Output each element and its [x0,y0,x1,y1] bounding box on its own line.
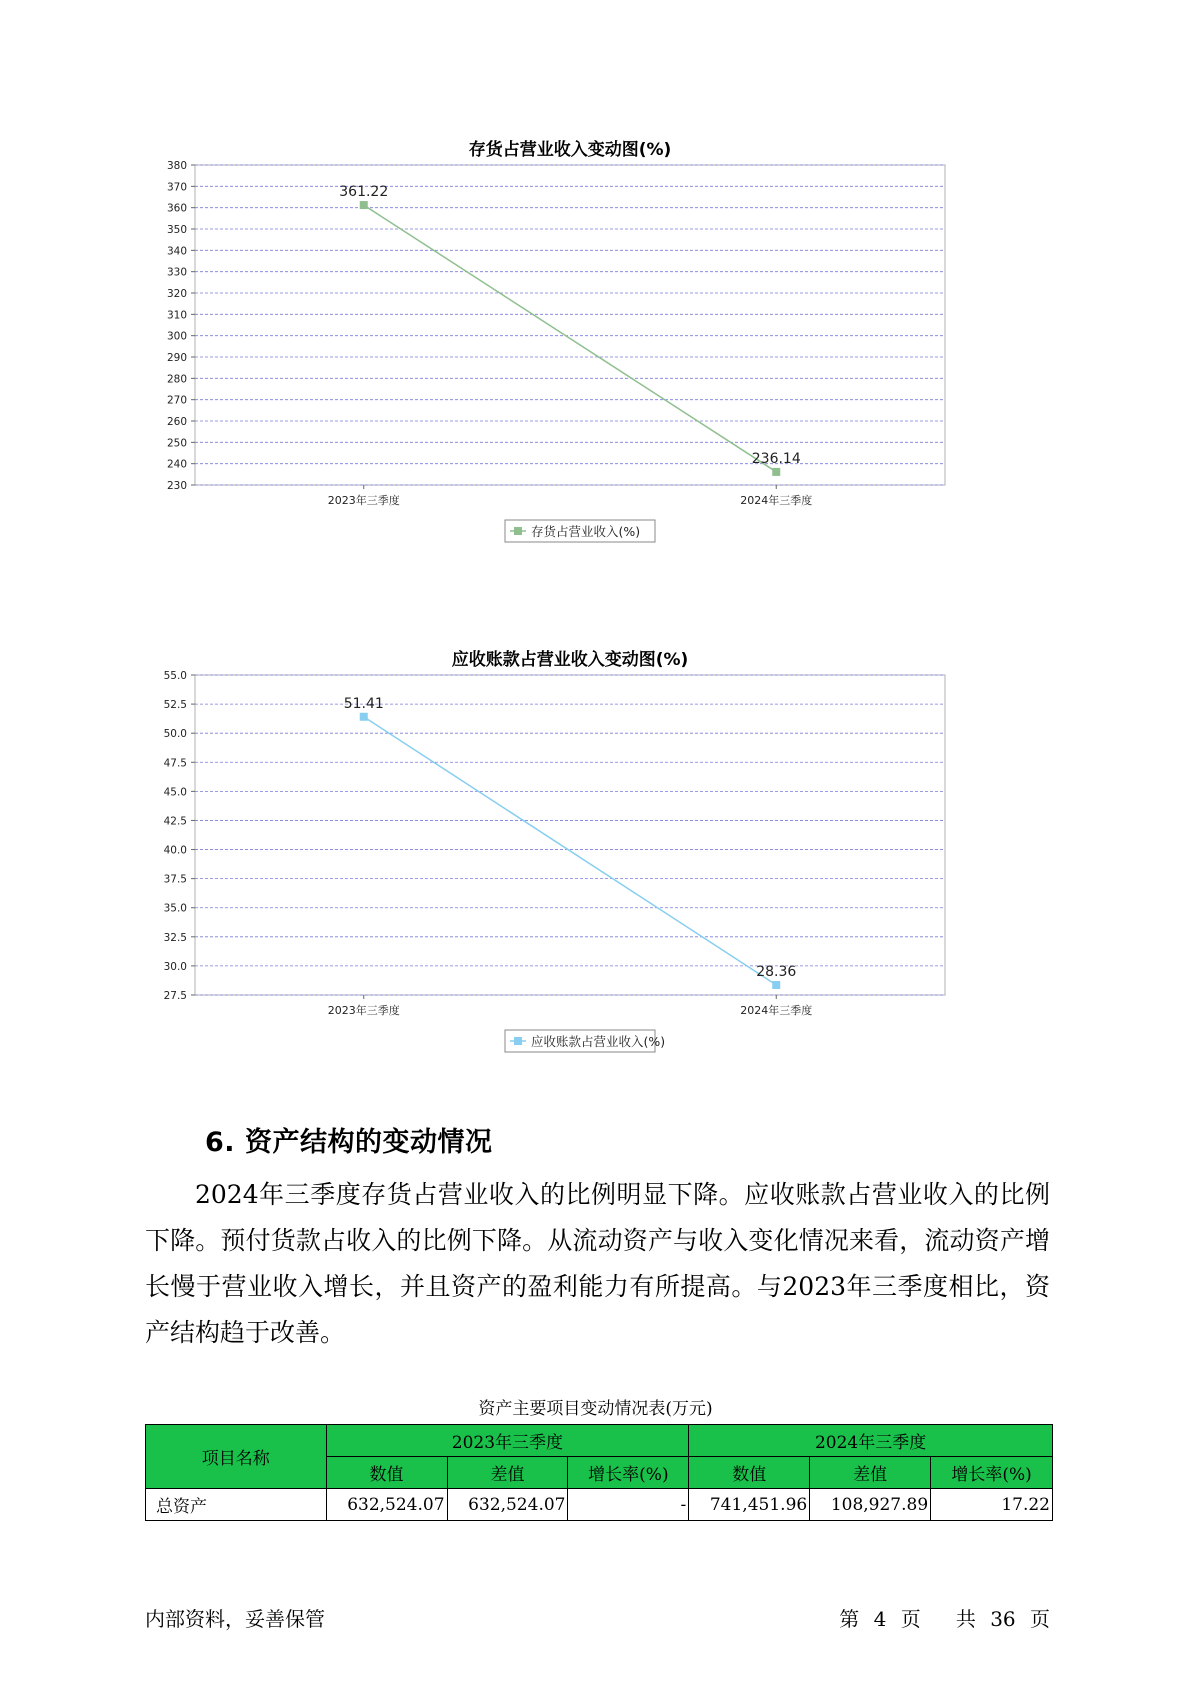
chart-title: 存货占营业收入变动图(%) [468,140,672,160]
y-tick-label: 300 [166,330,187,343]
footer-confidential: 内部资料，妥善保管 [145,1607,325,1631]
section-paragraph: 2024年三季度存货占营业收入的比例明显下降。应收账款占营业收入的比例下降。预付货款占收入的比例下降。从流动资产与收入变化情况来看，流动资产增长慢于营业收入增长，并且资产的盈利能力有所提高。与2023年三季度相比，资产结构趋于改善。 [145,1180,1050,1347]
header-item-name: 项目名称 [146,1425,327,1489]
y-tick-label: 240 [166,458,187,471]
y-tick-label: 52.5 [163,699,187,712]
row-growth-1: - [568,1489,689,1521]
y-tick-label: 340 [166,245,187,258]
inventory-revenue-chart [150,140,1050,580]
x-tick-label: 2024年三季度 [740,494,813,507]
y-tick-label: 380 [166,160,187,172]
x-tick-label: 2023年三季度 [327,494,400,507]
legend-marker [514,527,522,535]
y-tick-label: 42.5 [163,815,187,828]
total-unit: 页 [1030,1607,1050,1631]
chart-title: 应收账款占营业收入变动图(%) [451,650,689,670]
y-tick-label: 45.0 [163,786,187,799]
y-tick-label: 32.5 [163,931,187,944]
data-label: 28.36 [756,963,797,980]
header-value-1: 数值 [326,1457,447,1489]
header-growth-2: 增长率(%) [931,1457,1053,1489]
data-label: 51.41 [343,695,384,712]
y-tick-label: 260 [166,416,187,428]
inventory-chart-svg [150,140,1050,580]
receivables-chart-svg [150,650,1050,1090]
y-tick-label: 270 [166,394,187,407]
data-point [772,981,780,989]
x-tick-label: 2024年三季度 [740,1004,813,1017]
y-tick-label: 27.5 [163,990,187,1002]
page-current: 4 [873,1607,887,1631]
table-caption: 资产主要项目变动情况表(万元) [478,1399,713,1419]
y-tick-label: 360 [166,202,187,215]
y-tick-label: 280 [166,373,187,386]
y-tick-label: 370 [166,181,187,194]
section-body [145,1172,1050,1356]
page-prefix: 第 [839,1607,860,1631]
receivables-revenue-chart [150,650,1050,1090]
y-tick-label: 40.0 [163,844,187,857]
data-label: 361.22 [339,184,389,201]
header-diff-2: 差值 [810,1457,931,1489]
legend-label: 应收账款占营业收入(%) [531,1034,666,1049]
row-value-2: 741,451.96 [689,1489,810,1521]
y-tick-label: 230 [166,480,187,492]
header-value-2: 数值 [689,1457,810,1489]
data-point [772,468,780,476]
header-growth-1: 增长率(%) [568,1457,689,1489]
table-header-row-1 [146,1425,1053,1457]
row-item-name: 总资产 [146,1489,327,1521]
data-point [360,201,368,209]
data-label: 236.14 [751,450,801,467]
header-diff-1: 差值 [447,1457,568,1489]
y-tick-label: 330 [166,266,187,279]
data-point [360,713,368,721]
y-tick-label: 250 [166,437,187,450]
row-growth-2: 17.22 [931,1489,1053,1521]
y-tick-label: 290 [166,352,187,364]
header-period-1: 2023年三季度 [326,1425,689,1457]
legend-label: 存货占营业收入(%) [531,524,641,539]
y-tick-label: 55.0 [163,670,187,682]
header-period-2: 2024年三季度 [689,1425,1053,1457]
row-value-1: 632,524.07 [326,1489,447,1521]
table-row [146,1489,1053,1521]
total-prefix: 共 [955,1607,976,1631]
row-diff-1: 632,524.07 [447,1489,568,1521]
plot-area [195,675,945,995]
y-tick-label: 30.0 [163,960,187,973]
y-tick-label: 37.5 [163,873,187,886]
y-tick-label: 350 [166,224,187,236]
page-total: 36 [990,1607,1016,1631]
y-tick-label: 50.0 [163,728,187,741]
y-tick-label: 320 [166,288,187,300]
footer-page-number [837,1603,1052,1632]
y-tick-label: 47.5 [163,757,187,770]
plot-area [195,165,945,485]
y-tick-label: 35.0 [163,902,187,915]
row-diff-2: 108,927.89 [810,1489,931,1521]
legend-marker [514,1037,522,1045]
section-heading: 6. 资产结构的变动情况 [205,1127,493,1158]
x-tick-label: 2023年三季度 [327,1004,400,1017]
asset-table [145,1424,1053,1521]
page-unit: 页 [900,1607,921,1631]
y-tick-label: 310 [166,309,187,322]
